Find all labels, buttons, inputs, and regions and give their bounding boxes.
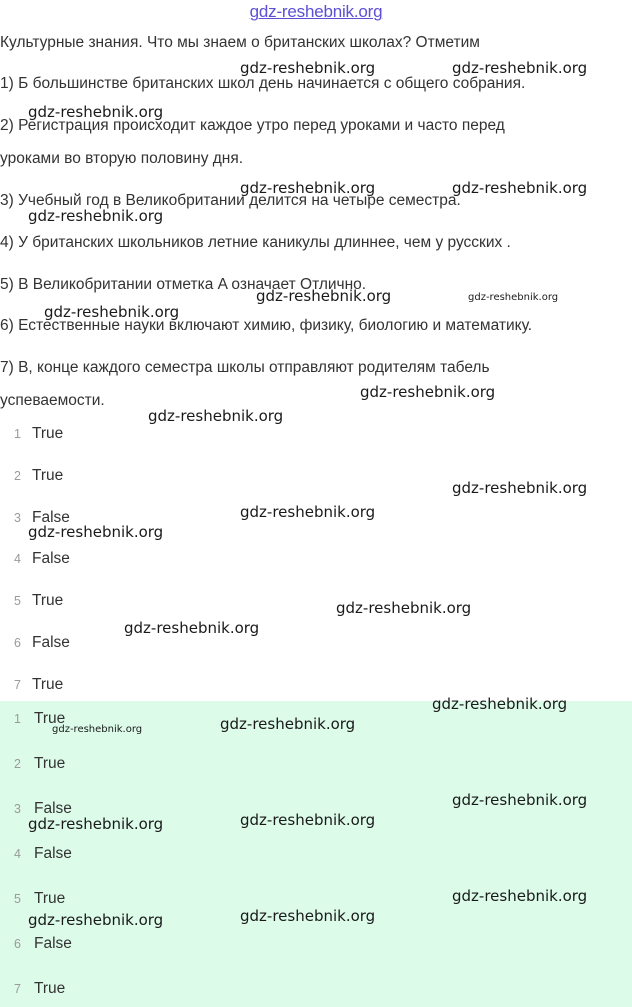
watermark: gdz-reshebnik.org <box>124 619 260 637</box>
answer-item: 6 False <box>14 935 72 952</box>
answer-item: 3 False <box>14 800 72 817</box>
answer-item: 7 True <box>14 676 64 693</box>
statement-2-cont: уроками во вторую половину дня. <box>0 150 244 167</box>
site-title-link[interactable]: gdz-reshebnik.org <box>249 2 383 21</box>
statement-1: 1) Б большинстве британских школ день начинается с общего собрания. <box>0 75 526 92</box>
watermark: gdz-reshebnik.org <box>52 724 143 735</box>
watermark: gdz-reshebnik.org <box>220 715 356 733</box>
watermark: gdz-reshebnik.org <box>28 815 164 833</box>
watermark: gdz-reshebnik.org <box>28 911 164 929</box>
answer-item: 2 True <box>14 755 66 772</box>
watermark: gdz-reshebnik.org <box>452 179 588 197</box>
answer-item: 1 True <box>14 425 64 442</box>
watermark: gdz-reshebnik.org <box>468 292 559 303</box>
watermark: gdz-reshebnik.org <box>240 179 376 197</box>
answer-item: 2 True <box>14 467 64 484</box>
exercise-heading: Культурные знания. Что мы знаем о британских школах? Отметим <box>0 34 480 51</box>
watermark: gdz-reshebnik.org <box>240 503 376 521</box>
statement-2: 2) Регистрация происходит каждое утро перед уроками и часто перед <box>0 117 505 134</box>
statement-6: 6) Естественные науки включают химию, физику, биологию и математику. <box>0 317 533 334</box>
watermark: gdz-reshebnik.org <box>452 887 588 905</box>
watermark: gdz-reshebnik.org <box>240 811 376 829</box>
answer-item: 3 False <box>14 509 70 526</box>
answer-item: 4 False <box>14 550 70 567</box>
watermark: gdz-reshebnik.org <box>256 287 392 305</box>
watermark: gdz-reshebnik.org <box>452 59 588 77</box>
watermark: gdz-reshebnik.org <box>240 59 376 77</box>
watermark: gdz-reshebnik.org <box>28 207 164 225</box>
answer-item: 5 True <box>14 592 64 609</box>
watermark: gdz-reshebnik.org <box>28 103 164 121</box>
watermark: gdz-reshebnik.org <box>360 383 496 401</box>
watermark: gdz-reshebnik.org <box>28 523 164 541</box>
watermark: gdz-reshebnik.org <box>452 479 588 497</box>
statement-7-cont: успеваемости. <box>0 392 105 409</box>
watermark: gdz-reshebnik.org <box>336 599 472 617</box>
answer-item: 4 False <box>14 845 72 862</box>
statement-5: 5) В Великобритании отметка A означает Отлично. <box>0 276 367 293</box>
answer-item: 5 True <box>14 890 66 907</box>
watermark: gdz-reshebnik.org <box>432 695 568 713</box>
statement-3: 3) Учебный год в Великобритании делится на четыре семестра. <box>0 192 461 209</box>
answer-item: 7 True <box>14 980 66 997</box>
watermark: gdz-reshebnik.org <box>148 407 284 425</box>
answer-item: 1 True <box>14 710 66 727</box>
answer-item: 6 False <box>14 634 70 651</box>
watermark: gdz-reshebnik.org <box>44 303 180 321</box>
statement-4: 4) У британских школьников летние каникулы длиннее, чем у русских . <box>0 234 511 251</box>
statement-7: 7) В, конце каждого семестра школы отправляют родителям табель <box>0 359 490 376</box>
highlighted-answer-panel <box>0 701 632 1007</box>
watermark: gdz-reshebnik.org <box>240 907 376 925</box>
watermark: gdz-reshebnik.org <box>452 791 588 809</box>
